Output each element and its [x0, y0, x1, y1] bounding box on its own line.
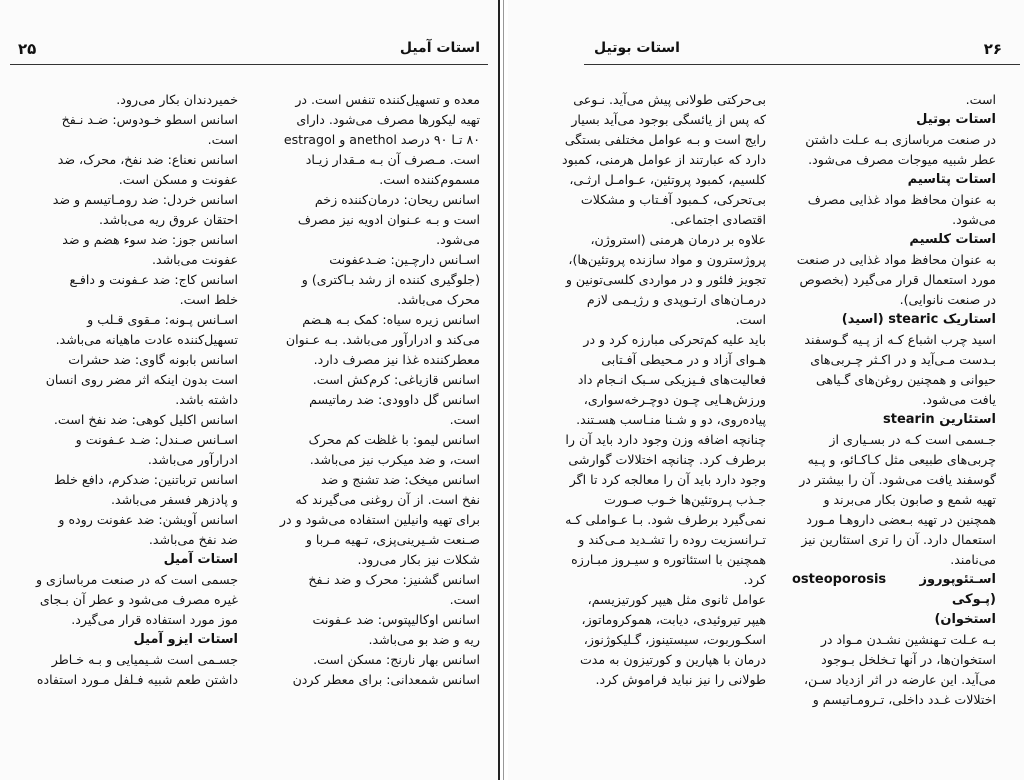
- text-line: غیره مصرف می‌شود و عطر آن بـجای: [39, 592, 238, 607]
- text-line: اسانس گشنیز: محرک و ضد نـفخ: [308, 572, 480, 587]
- text-line: خمیردندان بکار می‌رود.: [116, 92, 238, 107]
- text-line: کلسیم، کمبود پروتئین، عـوامـل ارثـی،: [569, 172, 766, 187]
- text-column-right: [268, 90, 480, 690]
- entry-heading: استئارین stearin: [883, 412, 996, 427]
- page-number: ۲۵: [18, 40, 37, 58]
- text-line: جسمی است که در صنعت مرباسازی و: [35, 572, 238, 587]
- text-line: پروژسترون و مواد سازنده پروتئین‌ها)،: [568, 252, 766, 267]
- text-line: است.: [965, 92, 996, 107]
- text-line: اسانس ترباتنین: ضدکرم، دافع خلط: [53, 472, 238, 487]
- text-line: اسانس کاج: ضد عـفونت و دافـع: [69, 272, 238, 287]
- text-line: برطرف کرد. چنانچه اختلالات گوارشی: [568, 452, 766, 467]
- text-line: استعمال دارد. آن را تری استئارین نیز: [801, 532, 996, 547]
- text-line: اسانس اوکالیپتوس: ضد عـفونت: [312, 612, 480, 627]
- text-line: عفونت و مسکن است.: [118, 172, 238, 187]
- text-line: داشتن طعم شبیه فـلفل مـورد استفاده: [36, 672, 238, 687]
- text-line: تهیه شمع و صابون بکار می‌برند و: [823, 492, 996, 507]
- left-page: [0, 0, 500, 780]
- text-line: فعالیت‌های فـیزیکی سـبک انـجام داد: [577, 372, 766, 387]
- running-title: استات بوتیل: [594, 40, 680, 56]
- text-line: ادرارآور می‌باشد.: [147, 452, 238, 467]
- text-line: نفخ است. از آن روغنی می‌گیرند که: [295, 492, 480, 507]
- entry-heading: استات آمیل: [163, 552, 238, 567]
- text-line: جسـمی است شـیمیایی و بـه خـاطر: [51, 652, 238, 667]
- text-line: تـرانسزیت روده را تشـدید مـی‌کند و: [578, 532, 766, 547]
- text-line: ورزش‌هـایی چـون دوچـرخه‌سواری،: [583, 392, 766, 407]
- text-line: اسـانس دارچـین: ضـدعفونت: [329, 252, 480, 267]
- text-line: به عنوان محافظ مواد غذایی مصرف: [807, 192, 996, 207]
- text-line: یافت می‌شود.: [922, 392, 996, 407]
- text-line: اسانس اکلیل کوهی: ضد نفخ است.: [53, 412, 238, 427]
- text-line: خلط است.: [179, 292, 238, 307]
- text-line: اسید چرب اشباع کـه از پـیه گـوسفند: [804, 332, 996, 347]
- text-line: مسموم‌کننده است.: [379, 172, 480, 187]
- text-line: اختلالات غـدد داخلی، تـرومـاتیسم و: [812, 692, 996, 707]
- text-line: و پادزهر فسفر می‌باشد.: [110, 492, 238, 507]
- text-line: باید علیه کم‌تحرکی مبارزه کرد و در: [583, 332, 766, 347]
- entry-heading: استات کلسیم: [909, 232, 996, 247]
- text-line: درمان با هپارین و کورتیزون به مدت: [579, 652, 766, 667]
- text-line: می‌آید. این عارضه در اثر ازدیاد سـن،: [803, 672, 996, 687]
- text-line: همچنین با استئاتوره و سیـروز مبـارزه: [571, 552, 766, 567]
- text-line: جـسمی است کـه در بسـیاری از: [829, 432, 996, 447]
- text-line: است و بـه عـنوان ادویه نیز مصرف: [297, 212, 480, 227]
- text-line: استخوان‌ها، در آنها تـخلخل بـوجود: [821, 652, 996, 667]
- text-line: تهیه لیکورها مصرف می‌شود. دارای: [296, 112, 480, 127]
- text-line: است.: [735, 312, 766, 327]
- text-line: علاوه بر درمان هرمنی (استروژن،: [590, 232, 766, 247]
- text-line: (جلوگیری کننده از رشد بـاکتری) و: [301, 272, 480, 287]
- text-line: تجویز فلئور و در مواردی کلسی‌تونین و: [565, 272, 766, 287]
- text-line: عطر شبیه میوجات مصرف می‌شود.: [808, 152, 996, 167]
- text-line: اسانس ریحان: درمان‌کننده زخم: [314, 192, 480, 207]
- text-line: بـدست مـی‌آید و در اکـثر چـربی‌های: [810, 352, 996, 367]
- text-line: شکلات نیز بکار می‌رود.: [357, 552, 480, 567]
- text-line: است.: [449, 592, 480, 607]
- text-line: اسانس خردل: ضد رومـاتیسم و ضد: [52, 192, 238, 207]
- entry-heading: استخوان): [934, 612, 996, 627]
- text-line: به عنوان محافظ مواد غذایی در صنعت: [796, 252, 996, 267]
- text-line: هیپر تیروئیدی، دیابت، هموکروماتوز،: [581, 612, 766, 627]
- text-line: بـه عـلت تـهنشین نشـدن مـواد در: [820, 632, 996, 647]
- text-line: می‌کند و ادرارآور می‌باشد. بـه عـنوان: [285, 332, 480, 347]
- header-rule: [10, 64, 488, 65]
- text-column-left: [560, 90, 766, 690]
- text-column-right: [792, 90, 996, 710]
- text-line: معده و تسهیل‌کننده تنفس است. در: [295, 92, 480, 107]
- text-line: کرد.: [743, 572, 766, 587]
- text-line: است بدون اینکه اثر مضر روی انسان: [45, 372, 238, 387]
- entry-heading: اسـتئوپوروز osteoporosis (پـوکی: [792, 572, 996, 607]
- text-line: اسانس آویشن: ضد عفونت روده و: [58, 512, 238, 527]
- text-line: احتقان عروق ریه می‌باشد.: [99, 212, 238, 227]
- right-page: [508, 0, 1024, 780]
- text-line: برای تهیه وانیلین استفاده می‌شود و در: [279, 512, 480, 527]
- text-line: اسانس لیمو: با غلظت کم محرک: [308, 432, 480, 447]
- text-line: پیاده‌روی، دو و شـنا منـاسب هسـتند.: [576, 412, 766, 427]
- text-line: چنانچه اضافه وزن وجود دارد باید آن را: [565, 432, 766, 447]
- text-line: اسانس اسطو خـودوس: ضـد نـفخ: [61, 112, 238, 127]
- text-line: در صنعت نانوایی).: [899, 292, 996, 307]
- text-line: اقتصادی اجتماعی.: [670, 212, 766, 227]
- text-line: موز مورد استفاده قرار می‌گیرد.: [71, 612, 238, 627]
- entry-heading: استات پتاسیم: [907, 172, 996, 187]
- text-line: ریه و ضد بو می‌باشد.: [368, 632, 480, 647]
- text-line: اسانس میخک: ضد تشنج و ضد: [320, 472, 480, 487]
- text-line: که پس از یائسگی بوجود می‌آید بسیار: [571, 112, 766, 127]
- text-line: در صنعت مرباسازی بـه عـلت داشتن: [805, 132, 996, 147]
- text-line: می‌شود.: [436, 232, 480, 247]
- text-line: ۸۰ تـا ۹۰ درصد anethol و estragol: [283, 132, 480, 147]
- text-line: هـوای آزاد و در مـحیطی آفـتابی: [601, 352, 766, 367]
- text-line: اسکـوربوت، سیستینوز، گـلیکوژنوز،: [583, 632, 766, 647]
- text-line: صـنعت شـیرینی‌پزی، تـهیه مـربا و: [305, 532, 480, 547]
- text-line: طولانی را نیز نباید فراموش کرد.: [595, 672, 766, 687]
- book-spine: [498, 0, 500, 780]
- text-line: است.: [207, 132, 238, 147]
- text-line: عوامل ثانوی مثل هیپر کورتیزیسم،: [587, 592, 766, 607]
- text-line: می‌نامند.: [950, 552, 996, 567]
- text-line: درمـان‌های ارتـوپدی و رژیـمی لازم: [586, 292, 766, 307]
- page-number: ۲۶: [983, 40, 1002, 58]
- text-line: اسانس بابونه گاوی: ضد حشرات: [68, 352, 238, 367]
- text-column-left: [16, 90, 238, 690]
- text-line: داشته باشد.: [175, 392, 238, 407]
- text-line: چربی‌های طبیعی مثل کـاکـائو، و پـیه: [807, 452, 996, 467]
- text-line: اسانس گل داوودی: ضد رماتیسم: [309, 392, 480, 407]
- text-line: مورد استعمال قرار می‌گیرد (بخصوص: [799, 272, 996, 287]
- entry-heading: استاریک stearic (اسید): [841, 312, 996, 327]
- text-line: اسانس زیره سیاه: کمک بـه هـضم: [302, 312, 480, 327]
- book-spine-edge: [503, 0, 504, 780]
- text-line: نمی‌گیرد برطرف شود. بـا عـواملی کـه: [565, 512, 766, 527]
- entry-heading: استات بوتیل: [916, 112, 996, 127]
- text-line: دارد که عبارتند از عوامل هرمنی، کمبود: [562, 152, 766, 167]
- running-title: استات آمیل: [399, 40, 480, 56]
- text-line: بی‌تحرکی، کـمبود آفـتاب و مشکلات: [580, 192, 766, 207]
- text-line: معطرکننده غذا نیز مصرف دارد.: [313, 352, 480, 367]
- text-line: است.: [449, 412, 480, 427]
- text-line: وجود دارد باید آن را معالجه کرد تا اگر: [569, 472, 766, 487]
- text-line: همچنین در تهیه بـعضی داروهـا مـورد: [806, 512, 996, 527]
- text-line: است، و ضد میکرب نیز می‌باشد.: [309, 452, 480, 467]
- text-line: اسانس بهار نارنج: مسکن است.: [313, 652, 480, 667]
- text-line: حیوانی و همچنین روغن‌های گـیاهی: [815, 372, 996, 387]
- text-line: تسهیل‌کننده عادت ماهیانه می‌باشد.: [55, 332, 238, 347]
- text-line: اسـانس پـونه: مـقوی قـلب و: [87, 312, 238, 327]
- text-line: اسانس جوز: ضد سوء هضم و ضد: [62, 232, 238, 247]
- text-line: محرک می‌باشد.: [397, 292, 480, 307]
- text-line: عفونت می‌باشد.: [151, 252, 238, 267]
- text-line: اسانس شمعدانی: برای معطر کردن: [292, 672, 480, 687]
- text-line: اسانس نعناع: ضد نفخ، محرک، ضد: [57, 152, 238, 167]
- text-line: گوسفند یافت می‌شود. آن را بیشتر در: [799, 472, 996, 487]
- text-line: جـذب پـروتئین‌ها خـوب صـورت: [603, 492, 766, 507]
- text-line: رایج است و بـه عوامل مختلفی بستگی: [564, 132, 766, 147]
- header-rule: [584, 64, 1020, 65]
- text-line: می‌شود.: [952, 212, 996, 227]
- entry-heading: استات ایزو آمیل: [133, 632, 238, 647]
- text-line: بی‌حرکتی طولانی پیش می‌آید. نـوعی: [573, 92, 766, 107]
- text-line: اسـانس صـندل: ضـد عـفونت و: [75, 432, 238, 447]
- text-line: است. مـصرف آن بـه مـقدار زیـاد: [305, 152, 480, 167]
- text-line: اسانس قازیاغی: کرم‌کش است.: [312, 372, 480, 387]
- text-line: ضد نفخ می‌باشد.: [148, 532, 238, 547]
